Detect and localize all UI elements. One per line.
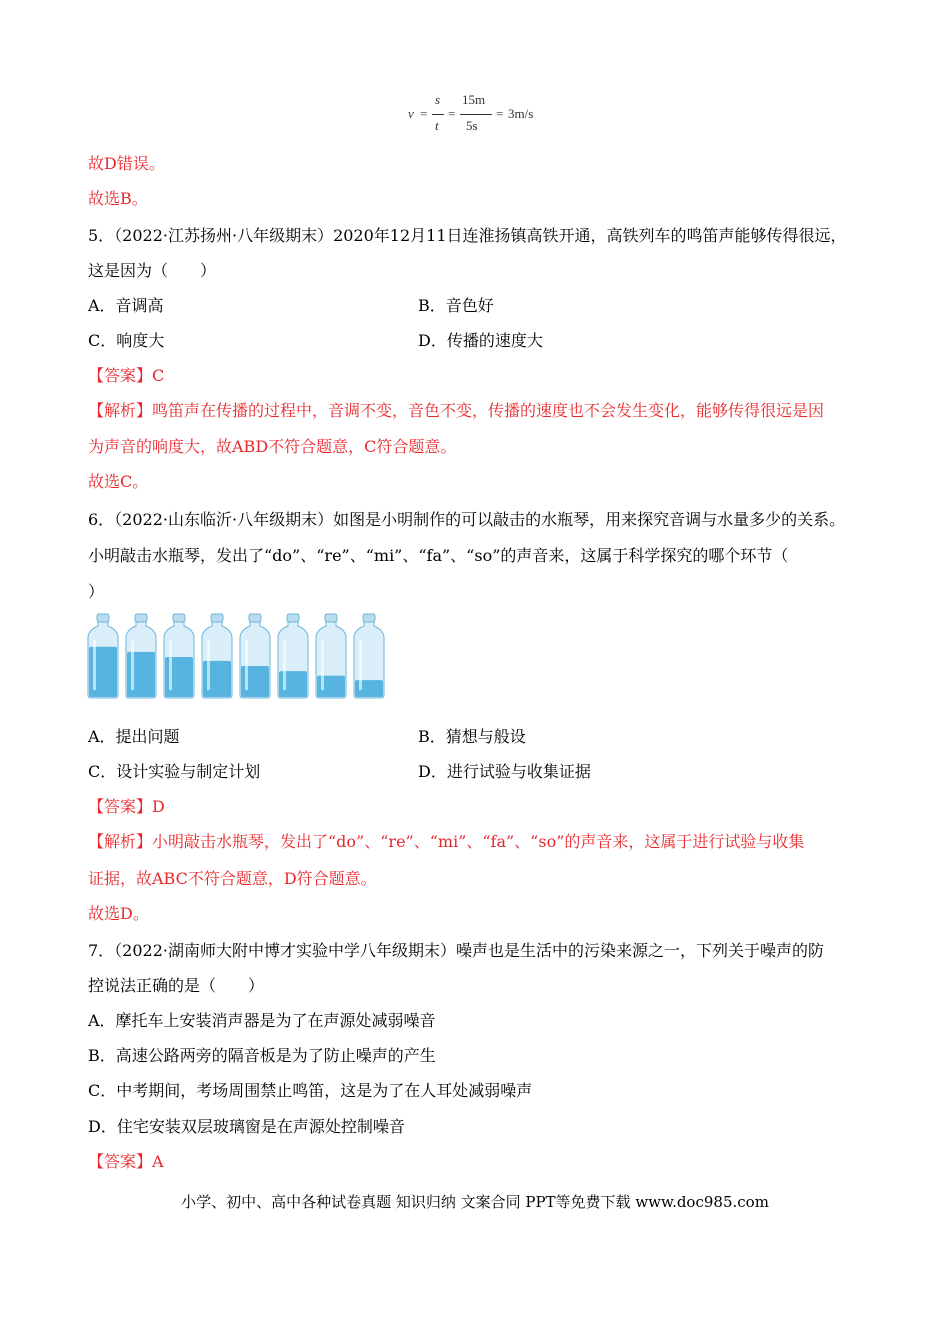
bottle-highlight [131,640,134,690]
water-bottle [240,614,270,698]
q7-option-c: C．中考期间，考场周围禁止鸣笛，这是为了在人耳处减弱噪声 [88,1081,533,1100]
bottle-highlight [245,640,248,690]
q6-option-b: B．猜想与般设 [418,727,526,746]
fraction-bar [432,114,444,115]
q6-explanation-line1: 【解析】小明敲击水瓶琴，发出了“do”、“re”、“mi”、“fa”、“so”的声音来，这属于进行试验与收集 [88,832,805,851]
water-bottle [316,614,346,698]
bottle-cap [211,614,223,622]
water-bottle-xylophone-image [86,612,390,702]
choose-b-text: 故选B。 [88,189,148,208]
q5-stem-line1: 5．（2022·江苏扬州·八年级期末）2020年12月11日连淮扬镇高铁开通，高铁列车的鸣笛声能够传得很远， [88,226,847,245]
q5-answer: 【答案】C [88,366,165,385]
q7-option-a: A．摩托车上安装消声器是为了在声源处减弱噪音 [88,1011,436,1030]
q5-option-a: A．音调高 [88,296,164,315]
bottle-highlight [359,640,362,690]
bottle-highlight [169,640,172,690]
formula-s: s [435,92,441,107]
q6-explanation-line2: 证据，故ABC不符合题意，D符合题意。 [88,869,377,888]
bottle-highlight [93,640,96,690]
water-bottle [278,614,308,698]
formula-den: 5s [466,118,478,133]
q5-explanation-line1: 【解析】鸣笛声在传播的过程中，音调不变，音色不变，传播的速度也不会发生变化，能够传得很远是因 [88,401,825,420]
q6-option-d: D．进行试验与收集证据 [418,762,591,781]
q7-answer: 【答案】A [88,1152,164,1171]
formula-eq1: = [420,106,428,121]
water-bottle [88,614,118,698]
bottle-cap [249,614,261,622]
q6-option-c: C．设计实验与制定计划 [88,762,261,781]
formula-eq3: = [496,106,504,121]
bottle-cap [363,614,375,622]
bottle-cap [325,614,337,622]
bottle-cap [287,614,299,622]
formula-result: 3m/s [508,106,534,121]
q6-answer: 【答案】D [88,797,165,816]
water-bottle [164,614,194,698]
q5-option-c: C．响度大 [88,331,165,350]
q5-option-b: B．音色好 [418,296,494,315]
q7-option-b: B．高速公路两旁的隔音板是为了防止噪声的产生 [88,1046,436,1065]
page-footer: 小学、初中、高中各种试卷真题 知识归纳 文案合同 PPT等免费下载 www.doc985.com [181,1193,769,1211]
q6-choose: 故选D。 [88,904,149,923]
d-wrong-text: 故D错误。 [88,154,165,173]
fraction-bar [460,114,492,115]
water-bottle [354,614,384,698]
formula-num: 15m [462,92,486,107]
q6-stem-line1: 6．（2022·山东临沂·八年级期末）如图是小明制作的可以敲击的水瓶琴，用来探究音调与水量多少的关系。 [88,510,846,529]
bottle-cap [173,614,185,622]
q7-stem-line2: 控说法正确的是（ ） [88,976,265,995]
bottle-cap [135,614,147,622]
formula-v: v [408,106,414,121]
formula-t: t [435,118,439,133]
q6-stem-line2: 小明敲击水瓶琴，发出了“do”、“re”、“mi”、“fa”、“so”的声音来，这属于科学探究的哪个环节（ [88,546,789,565]
speed-formula [400,92,560,142]
bottle-highlight [321,640,324,690]
water-bottle [202,614,232,698]
q6-stem-line3: ） [88,582,105,601]
q7-option-d: D．住宅安装双层玻璃窗是在声源处控制噪音 [88,1117,405,1136]
q5-choose: 故选C。 [88,472,149,491]
q5-stem-line2: 这是因为（ ） [88,261,217,280]
bottle-highlight [283,640,286,690]
bottle-highlight [207,640,210,690]
formula-eq2: = [448,106,456,121]
water-bottle [126,614,156,698]
q6-option-a: A．提出问题 [88,727,180,746]
q7-stem-line1: 7．（2022·湖南师大附中博才实验中学八年级期末）噪声也是生活中的污染来源之一，下列关于噪声的防 [88,941,824,960]
q5-explanation-line2: 为声音的响度大，故ABD不符合题意，C符合题意。 [88,437,457,456]
q5-option-d: D．传播的速度大 [418,331,543,350]
bottle-cap [97,614,109,622]
